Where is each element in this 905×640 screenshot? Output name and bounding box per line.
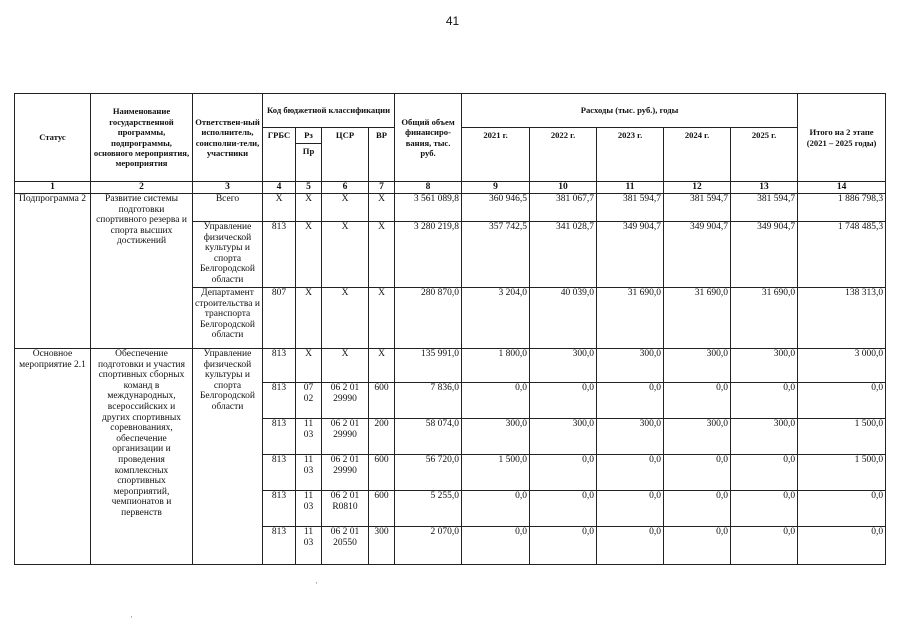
scan-speck: · — [315, 578, 318, 588]
header-total-financing: Общий объем финансиро-вания, тыс. руб. — [395, 94, 462, 182]
row-total: 280 870,0 — [395, 288, 462, 349]
row-vr: 600 — [369, 491, 395, 527]
row-vr: Х — [369, 222, 395, 288]
row-sum: 138 313,0 — [798, 288, 886, 349]
row-2023: 0,0 — [597, 455, 664, 491]
row-2024: 0,0 — [664, 491, 731, 527]
row-2024: 349 904,7 — [664, 222, 731, 288]
row-executor: Управление физической культуры и спорта Белгородской области — [193, 222, 263, 288]
row-2022: 341 028,7 — [530, 222, 597, 288]
row-2022: 381 067,7 — [530, 194, 597, 222]
row-sum: 0,0 — [798, 527, 886, 565]
subprogram-status: Подпрограмма 2 — [15, 194, 91, 349]
row-2021: 360 946,5 — [462, 194, 530, 222]
subprogram-name: Развитие системы подготовки спортивного резерва и спорта высших достижений — [91, 194, 193, 349]
row-csr: 06 2 01 29990 — [322, 383, 369, 419]
row-sum: 1 748 485,3 — [798, 222, 886, 288]
row-2023: 381 594,7 — [597, 194, 664, 222]
header-year-2024: 2024 г. — [664, 128, 731, 182]
row-2022: 0,0 — [530, 455, 597, 491]
row-grbs: 813 — [263, 383, 296, 419]
row-2021: 0,0 — [462, 527, 530, 565]
row-rz-pr — [296, 455, 322, 491]
row-2021: 1 500,0 — [462, 455, 530, 491]
row-total: 56 720,0 — [395, 455, 462, 491]
row-pr: 02 — [303, 393, 314, 404]
header-rz: Рз — [304, 130, 313, 140]
table-row — [15, 349, 886, 383]
header-pr: Пр — [296, 143, 321, 156]
header-budget-code: Код бюджетной классификации — [263, 94, 395, 128]
row-grbs: 813 — [263, 222, 296, 288]
column-number: 14 — [798, 182, 886, 194]
row-sum: 0,0 — [798, 491, 886, 527]
header-executor: Ответствен-ный исполнитель, соисполни-тели, участники — [193, 94, 263, 182]
row-total: 3 561 089,8 — [395, 194, 462, 222]
row-2023: 300,0 — [597, 419, 664, 455]
main-activity-status: Основное мероприятие 2.1 — [15, 349, 91, 565]
column-number: 10 — [530, 182, 597, 194]
row-rz-pr — [296, 491, 322, 527]
row-sum: 0,0 — [798, 383, 886, 419]
column-number: 4 — [263, 182, 296, 194]
row-2024: 300,0 — [664, 349, 731, 383]
row-pr: 03 — [303, 537, 314, 548]
row-total: 7 836,0 — [395, 383, 462, 419]
row-grbs: 813 — [263, 491, 296, 527]
row-vr: 600 — [369, 383, 395, 419]
row-total: 135 991,0 — [395, 349, 462, 383]
column-number: 7 — [369, 182, 395, 194]
header-year-2021: 2021 г. — [462, 128, 530, 182]
row-2021: 3 204,0 — [462, 288, 530, 349]
main-activity-executor: Управление физической культуры и спорта Белгородской области — [193, 349, 263, 565]
row-rz: Х — [296, 222, 322, 288]
row-2025: 300,0 — [731, 349, 798, 383]
row-rz: 11 — [303, 527, 314, 537]
row-2024: 381 594,7 — [664, 194, 731, 222]
header-csr: ЦСР — [322, 128, 369, 182]
row-rz: 11 — [303, 419, 314, 429]
row-2023: 0,0 — [597, 527, 664, 565]
row-2025: 0,0 — [731, 491, 798, 527]
column-number: 11 — [597, 182, 664, 194]
header-vr: ВР — [369, 128, 395, 182]
header-year-2025: 2025 г. — [731, 128, 798, 182]
row-2022: 300,0 — [530, 349, 597, 383]
row-2022: 0,0 — [530, 491, 597, 527]
row-csr: Х — [322, 288, 369, 349]
row-2021: 0,0 — [462, 491, 530, 527]
row-rz: 11 — [303, 491, 314, 501]
row-grbs: 813 — [263, 349, 296, 383]
row-2023: 300,0 — [597, 349, 664, 383]
row-2025: 349 904,7 — [731, 222, 798, 288]
row-rz: 07 — [303, 383, 314, 393]
row-2024: 300,0 — [664, 419, 731, 455]
header-stage-total: Итого на 2 этапе (2021 – 2025 годы) — [798, 94, 886, 182]
column-number: 2 — [91, 182, 193, 194]
table-row — [15, 194, 886, 222]
row-pr: 03 — [303, 429, 314, 440]
row-2024: 0,0 — [664, 527, 731, 565]
row-2021: 1 800,0 — [462, 349, 530, 383]
row-pr: 03 — [303, 465, 314, 476]
column-number: 3 — [193, 182, 263, 194]
header-status: Статус — [15, 94, 91, 182]
main-activity-name: Обеспечение подготовки и участия спортивных сборных команд в международных, всероссийских и других спортивных соревнованиях, обеспечение организации и проведения комплексных спортивных мероприятий, чемпионатов и первенств — [91, 349, 193, 565]
row-vr: 600 — [369, 455, 395, 491]
row-total: 2 070,0 — [395, 527, 462, 565]
row-executor: Всего — [193, 194, 263, 222]
row-csr: 06 2 01 29990 — [322, 455, 369, 491]
header-row-1 — [15, 94, 886, 128]
header-program-name: Наименование государственной программы, подпрограммы, основного мероприятия, мероприятия — [91, 94, 193, 182]
row-2024: 31 690,0 — [664, 288, 731, 349]
page-number: 41 — [445, 14, 460, 28]
row-vr: Х — [369, 288, 395, 349]
row-vr: Х — [369, 349, 395, 383]
header-year-2023: 2023 г. — [597, 128, 664, 182]
row-sum: 1 886 798,3 — [798, 194, 886, 222]
row-grbs: 813 — [263, 527, 296, 565]
row-2024: 0,0 — [664, 455, 731, 491]
row-total: 58 074,0 — [395, 419, 462, 455]
column-number: 5 — [296, 182, 322, 194]
row-2022: 40 039,0 — [530, 288, 597, 349]
row-rz-pr — [296, 383, 322, 419]
row-2025: 381 594,7 — [731, 194, 798, 222]
row-2024: 0,0 — [664, 383, 731, 419]
row-csr: 06 2 01 20550 — [322, 527, 369, 565]
row-2025: 0,0 — [731, 383, 798, 419]
row-sum: 3 000,0 — [798, 349, 886, 383]
row-executor: Департамент строительства и транспорта Белгородской области — [193, 288, 263, 349]
row-2022: 300,0 — [530, 419, 597, 455]
row-2021: 0,0 — [462, 383, 530, 419]
row-sum: 1 500,0 — [798, 419, 886, 455]
header-grbs: ГРБС — [263, 128, 296, 182]
row-csr: Х — [322, 222, 369, 288]
row-2025: 0,0 — [731, 455, 798, 491]
row-grbs: 813 — [263, 455, 296, 491]
row-2025: 31 690,0 — [731, 288, 798, 349]
row-grbs: 813 — [263, 419, 296, 455]
column-number: 6 — [322, 182, 369, 194]
row-vr: 200 — [369, 419, 395, 455]
row-2023: 0,0 — [597, 491, 664, 527]
row-2025: 300,0 — [731, 419, 798, 455]
row-rz-pr — [296, 419, 322, 455]
row-csr: 06 2 01 R0810 — [322, 491, 369, 527]
header-rz-pr — [296, 128, 322, 182]
row-grbs: Х — [263, 194, 296, 222]
row-rz: Х — [296, 349, 322, 383]
column-number: 9 — [462, 182, 530, 194]
row-csr: 06 2 01 29990 — [322, 419, 369, 455]
row-vr: 300 — [369, 527, 395, 565]
row-sum: 1 500,0 — [798, 455, 886, 491]
header-expenses: Расходы (тыс. руб.), годы — [462, 94, 798, 128]
row-total: 5 255,0 — [395, 491, 462, 527]
column-numbers-row — [15, 182, 886, 194]
column-number: 1 — [15, 182, 91, 194]
scan-speck: · — [130, 612, 133, 622]
budget-table — [14, 93, 886, 565]
header-year-2022: 2022 г. — [530, 128, 597, 182]
row-pr: 03 — [303, 501, 314, 512]
row-grbs: 807 — [263, 288, 296, 349]
row-csr: Х — [322, 349, 369, 383]
row-2022: 0,0 — [530, 383, 597, 419]
row-rz: Х — [296, 194, 322, 222]
row-rz: 11 — [303, 455, 314, 465]
row-2023: 31 690,0 — [597, 288, 664, 349]
row-2025: 0,0 — [731, 527, 798, 565]
row-rz: Х — [296, 288, 322, 349]
column-number: 12 — [664, 182, 731, 194]
column-number: 13 — [731, 182, 798, 194]
row-2023: 349 904,7 — [597, 222, 664, 288]
row-total: 3 280 219,8 — [395, 222, 462, 288]
column-number: 8 — [395, 182, 462, 194]
row-rz-pr — [296, 527, 322, 565]
row-2022: 0,0 — [530, 527, 597, 565]
row-csr: Х — [322, 194, 369, 222]
row-vr: Х — [369, 194, 395, 222]
row-2021: 300,0 — [462, 419, 530, 455]
row-2023: 0,0 — [597, 383, 664, 419]
row-2021: 357 742,5 — [462, 222, 530, 288]
